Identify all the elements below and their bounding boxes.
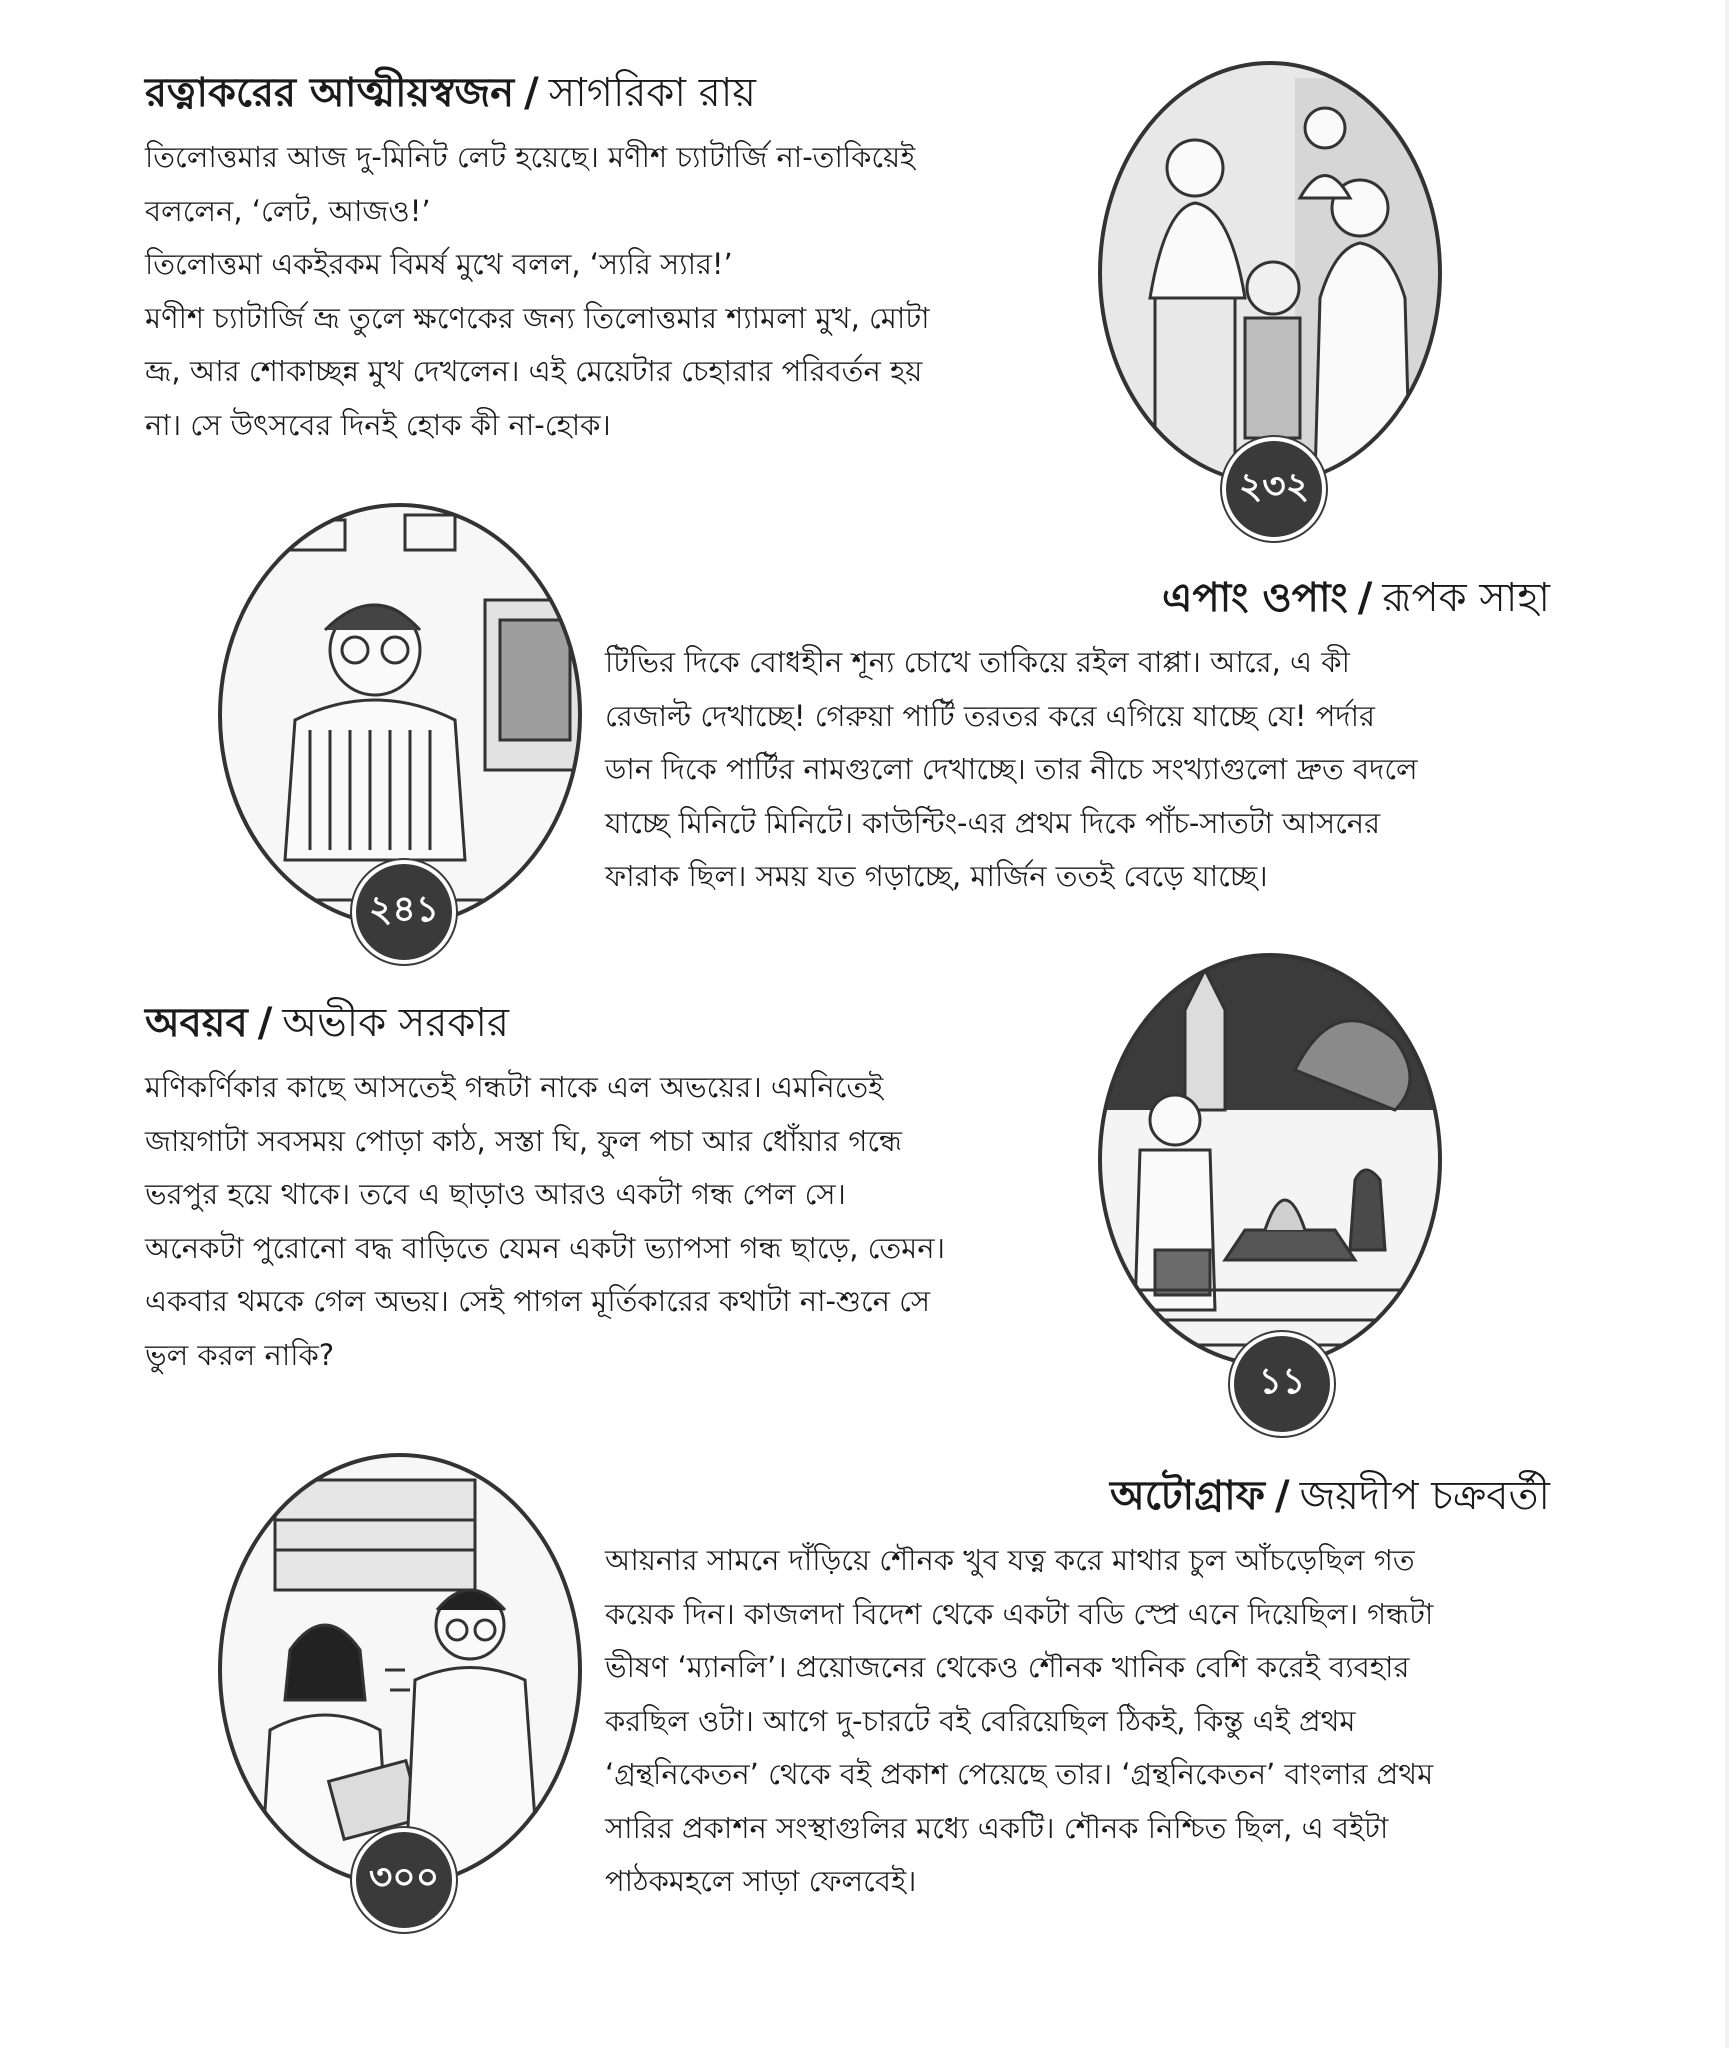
title-separator: / bbox=[257, 1000, 273, 1046]
excerpt-line: করছিল ওটা। আগে দু-চারটে বই বেরিয়েছিল ঠিকই, কিন্তু এই প্রথম bbox=[605, 1703, 1356, 1738]
excerpt-line: মণিকর্ণিকার কাছে আসতেই গন্ধটা নাকে এল অভয়ের। এমনিতেই bbox=[145, 1070, 884, 1104]
story-excerpt bbox=[605, 1534, 1550, 1909]
story-heading bbox=[145, 995, 1075, 1051]
excerpt-line: ভুল করল নাকি? bbox=[145, 1337, 335, 1372]
story-excerpt bbox=[145, 131, 1075, 452]
excerpt-line: সারির প্রকাশন সংস্থাগুলির মধ্যে একটি। শৌনক নিশ্চিত ছিল, এ বইটা bbox=[605, 1810, 1389, 1845]
story-heading bbox=[145, 65, 1075, 121]
title-separator: / bbox=[524, 70, 539, 116]
excerpt-line: তিলোত্তমার আজ দু-মিনিট লেট হয়েছে। মণীশ চ্যাটার্জি না-তাকিয়েই bbox=[145, 140, 916, 174]
story-1 bbox=[145, 65, 1075, 452]
excerpt-line: যাচ্ছে মিনিটে মিনিটে। কাউন্টিং-এর প্রথম দিকে পাঁচ-সাতটা আসনের bbox=[605, 805, 1381, 840]
story-title: অটোগ্রাফ bbox=[1110, 1473, 1265, 1519]
excerpt-line: ‘গ্রন্থনিকেতন’ থেকে বই প্রকাশ পেয়েছে তার। ‘গ্রন্থনিকেতন’ বাংলার প্রথম bbox=[605, 1757, 1434, 1791]
excerpt-line: ডান দিকে পার্টির নামগুলো দেখাচ্ছে। তার নীচে সংখ্যাগুলো দ্রুত বদলে bbox=[605, 752, 1418, 786]
excerpt-line: একবার থমকে গেল অভয়। সেই পাগল মূর্তিকারের কথাটা না-শুনে সে bbox=[145, 1284, 931, 1318]
excerpt-line: মণীশ চ্যাটার্জি ভ্রূ তুলে ক্ষণেকের জন্য তিলোত্তমার শ্যামলা মুখ, মোটা bbox=[145, 300, 930, 335]
page-number-badge: ২৪১ bbox=[352, 860, 456, 964]
story-3 bbox=[145, 995, 1075, 1382]
excerpt-line: ভ্রূ, আর শোকাচ্ছন্ন মুখ দেখলেন। এই মেয়েটার চেহারার পরিবর্তন হয় bbox=[145, 354, 923, 388]
page-number-badge: ১১ bbox=[1230, 1332, 1334, 1436]
story-heading bbox=[605, 570, 1550, 626]
excerpt-line: জায়গাটা সবসময় পোড়া কাঠ, সস্তা ঘি, ফুল পচা আর ধোঁয়ার গন্ধে bbox=[145, 1123, 902, 1158]
excerpt-line: কয়েক দিন। কাজলদা বিদেশ থেকে একটা বডি স্প্রে এনে দিয়েছিল। গন্ধটা bbox=[605, 1596, 1434, 1631]
excerpt-line: অনেকটা পুরোনো বদ্ধ বাড়িতে যেমন একটা ভ্যাপসা গন্ধ ছাড়ে, তেমন। bbox=[145, 1230, 945, 1265]
story-2 bbox=[605, 570, 1550, 904]
title-separator: / bbox=[1357, 575, 1373, 621]
story-heading bbox=[605, 1468, 1550, 1524]
excerpt-line: ফারাক ছিল। সময় যত গড়াচ্ছে, মার্জিন ততই বেড়ে যাচ্ছে। bbox=[605, 859, 1268, 893]
illustration-book-launch bbox=[215, 1450, 585, 1890]
story-author: অভীক সরকার bbox=[282, 1000, 509, 1046]
page-number-badge: ২৩২ bbox=[1222, 437, 1326, 541]
story-excerpt bbox=[145, 1061, 1075, 1382]
story-author: রূপক সাহা bbox=[1382, 575, 1550, 621]
story-4 bbox=[605, 1468, 1550, 1909]
illustration-office bbox=[1095, 58, 1445, 488]
story-title: এপাং ওপাং bbox=[1162, 575, 1348, 621]
story-author: জয়দীপ চক্রবর্তী bbox=[1299, 1473, 1550, 1519]
story-excerpt bbox=[605, 636, 1550, 904]
title-separator: / bbox=[1274, 1473, 1290, 1519]
excerpt-line: বললেন, ‘লেট, আজও!’ bbox=[145, 193, 431, 228]
story-title: অবয়ব bbox=[145, 1000, 248, 1046]
page-number-badge: ৩০০ bbox=[352, 1828, 456, 1932]
story-author: সাগরিকা রায় bbox=[548, 70, 756, 116]
excerpt-line: টিভির দিকে বোধহীন শূন্য চোখে তাকিয়ে রইল বাপ্পা। আরে, এ কী bbox=[605, 645, 1350, 679]
excerpt-line: তিলোত্তমা একইরকম বিমর্ষ মুখে বলল, ‘স্যরি স্যার!’ bbox=[145, 247, 733, 281]
excerpt-line: না। সে উৎসবের দিনই হোক কী না-হোক। bbox=[145, 407, 611, 442]
story-title: রত্নাকরের আত্মীয়স্বজন bbox=[145, 70, 515, 116]
illustration-ghat bbox=[1095, 950, 1445, 1370]
excerpt-line: পাঠকমহলে সাড়া ফেলবেই। bbox=[605, 1864, 917, 1898]
excerpt-line: ভীষণ ‘ম্যানলি’। প্রয়োজনের থেকেও শৌনক খানিক বেশি করেই ব্যবহার bbox=[605, 1650, 1410, 1684]
excerpt-line: আয়নার সামনে দাঁড়িয়ে শৌনক খুব যত্ন করে মাথার চুল আঁচড়েছিল গত bbox=[605, 1543, 1415, 1577]
page-edge bbox=[1725, 0, 1729, 2048]
excerpt-line: ভরপুর হয়ে থাকে। তবে এ ছাড়াও আরও একটা গন্ধ পেল সে। bbox=[145, 1177, 846, 1211]
excerpt-line: রেজাল্ট দেখাচ্ছে! গেরুয়া পার্টি তরতর করে এগিয়ে যাচ্ছে যে! পর্দার bbox=[605, 698, 1376, 733]
